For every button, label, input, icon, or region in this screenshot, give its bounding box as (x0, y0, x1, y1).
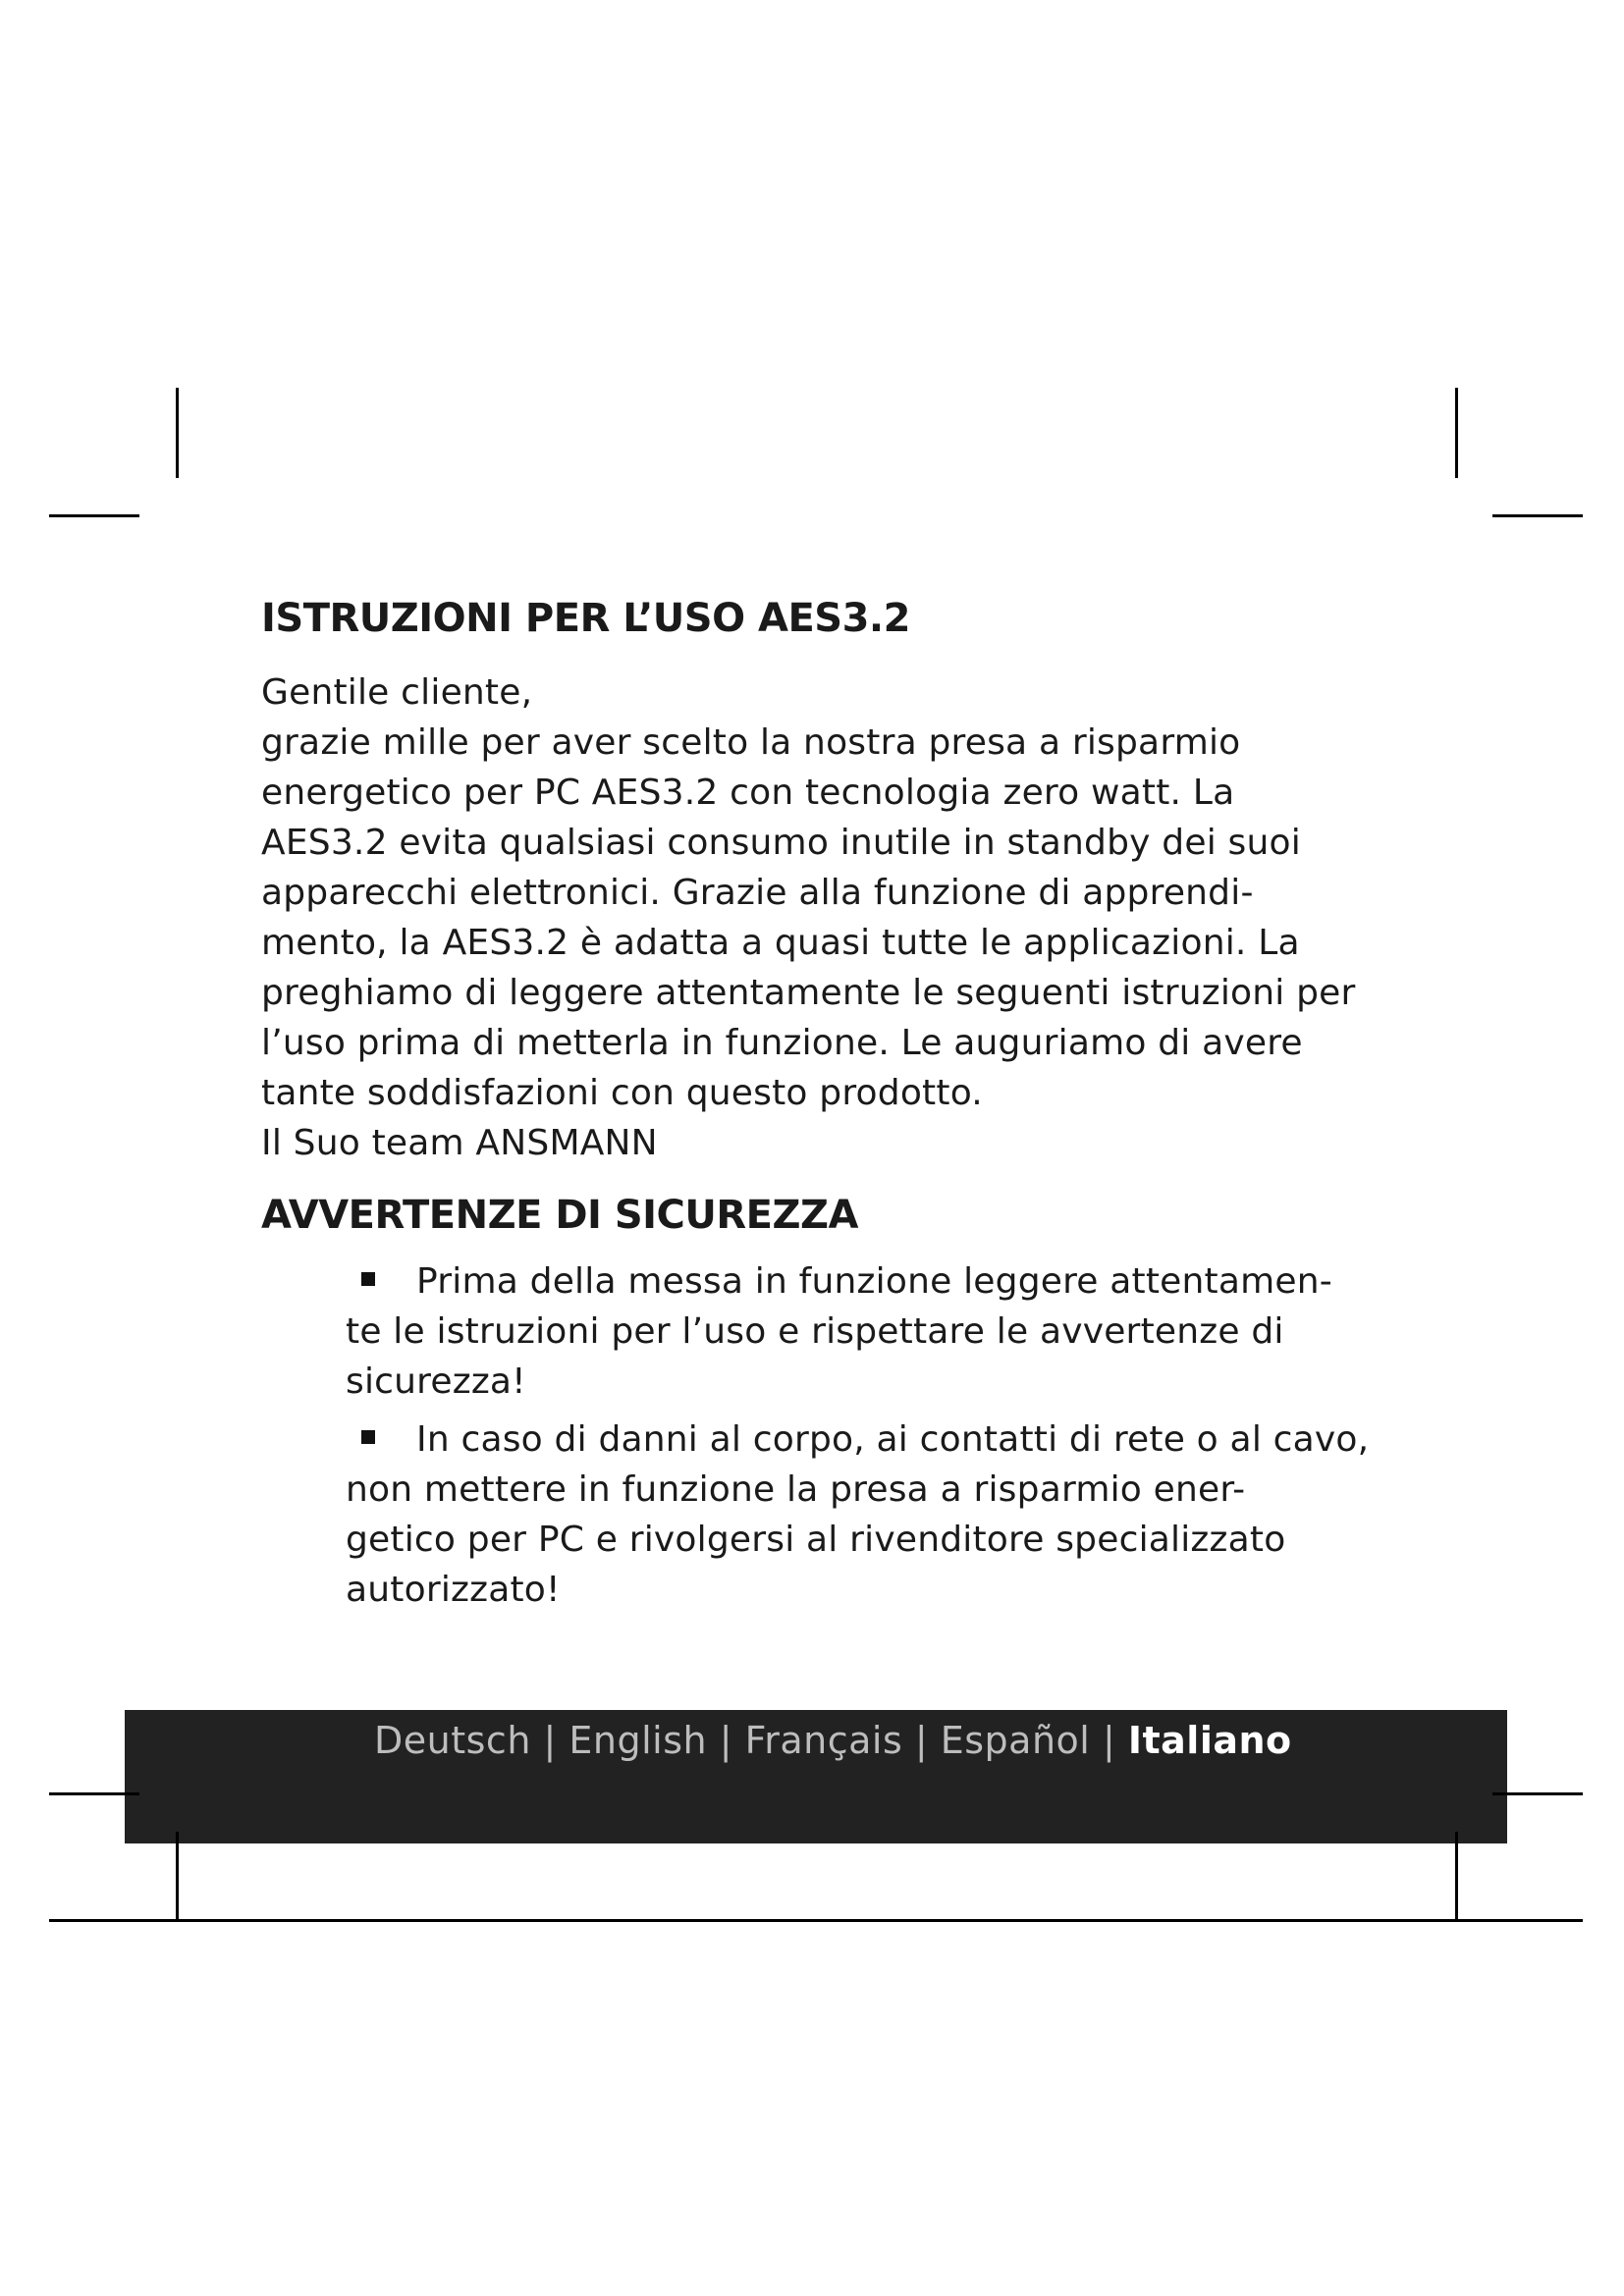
language-separator: | (719, 1719, 733, 1762)
language-english[interactable]: English (568, 1719, 708, 1762)
language-deutsch[interactable]: Deutsch (374, 1719, 531, 1762)
crop-mark-bottom-left-vertical (176, 1832, 179, 1922)
intro-line: mento, la AES3.2 è adatta a quasi tutte le applicazioni. La (261, 923, 1300, 963)
intro-line: AES3.2 evita qualsiasi consumo inutile in standby dei suoi (261, 823, 1301, 863)
crop-mark-top-right-horizontal (1492, 514, 1583, 517)
intro-line: grazie mille per aver scelto la nostra presa a risparmio (261, 722, 1241, 763)
crop-mark-top-left-vertical (176, 388, 179, 478)
crop-mark-bottom-right-vertical (1455, 1832, 1458, 1922)
crop-mark-top-left-horizontal (49, 514, 139, 517)
intro-line: energetico per PC AES3.2 con tecnologia zero watt. La (261, 773, 1235, 813)
safety-line: autorizzato! (346, 1570, 561, 1610)
language-francais[interactable]: Français (744, 1719, 903, 1762)
language-bar (125, 1710, 1507, 1843)
intro-line: tante soddisfazioni con questo prodotto. (261, 1073, 983, 1113)
page-title: ISTRUZIONI PER L’USO AES3.2 (261, 596, 910, 641)
safety-line: non mettere in funzione la presa a risparmio ener- (346, 1469, 1246, 1510)
crop-mark-bottom-left-horizontal (49, 1792, 139, 1795)
language-espanol[interactable]: Español (940, 1719, 1091, 1762)
crop-mark-top-right-vertical (1455, 388, 1458, 478)
language-italiano[interactable]: Italiano (1127, 1719, 1292, 1762)
language-switcher (374, 1710, 1292, 1771)
safety-heading: AVVERTENZE DI SICUREZZA (261, 1193, 858, 1238)
safety-line: In caso di danni al corpo, ai contatti di rete o al cavo, (416, 1419, 1370, 1460)
intro-line: Gentile cliente, (261, 672, 533, 713)
intro-line: preghiamo di leggere attentamente le seguenti istruzioni per (261, 973, 1356, 1013)
intro-line: apparecchi elettronici. Grazie alla funzione di apprendi- (261, 873, 1254, 913)
safety-line: sicurezza! (346, 1362, 526, 1402)
crop-mark-bottom-right-horizontal (1492, 1792, 1583, 1795)
bottom-trim-line (49, 1919, 1583, 1922)
safety-line: Prima della messa in funzione leggere attentamen- (416, 1261, 1332, 1302)
intro-line: l’uso prima di metterla in funzione. Le auguriamo di avere (261, 1023, 1303, 1063)
language-separator: | (1102, 1719, 1116, 1762)
intro-text (261, 667, 1400, 1168)
intro-signature: Il Suo team ANSMANN (261, 1123, 658, 1163)
instruction-content (261, 589, 1400, 1623)
safety-item (346, 1415, 1400, 1615)
language-separator: | (543, 1719, 557, 1762)
bullet-square-icon (361, 1272, 375, 1286)
safety-item (346, 1256, 1400, 1407)
bullet-square-icon (361, 1430, 375, 1444)
safety-line: te le istruzioni per l’uso e rispettare le avvertenze di (346, 1311, 1284, 1352)
language-separator: | (914, 1719, 929, 1762)
safety-line: getico per PC e rivolgersi al rivenditore specializzato (346, 1520, 1286, 1560)
